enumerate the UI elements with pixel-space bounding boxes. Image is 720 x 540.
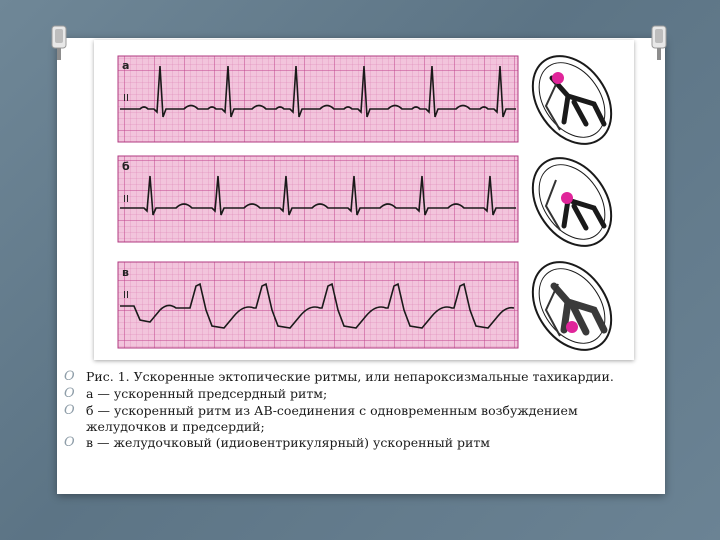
ecg-figure [94, 40, 634, 360]
bullet-icon: O [64, 435, 75, 451]
caption-text-b: б — ускоренный ритм из АВ-соединения с одновременным возбуждением желудочков и предсердий; [86, 402, 578, 435]
caption-item [64, 435, 644, 452]
pin-icon [646, 24, 672, 62]
focus-marker [566, 321, 578, 333]
ecg-strip-c [118, 262, 518, 348]
panel-letter: а [122, 59, 130, 72]
panel-letter: б [122, 160, 130, 173]
bullet-icon: O [64, 385, 75, 401]
caption-list [64, 369, 644, 452]
pin-icon [46, 24, 72, 62]
lead-label: II [123, 194, 129, 205]
ecg-panels [94, 40, 634, 360]
ecg-strip-b [118, 156, 518, 242]
lead-label: II [123, 290, 129, 301]
caption-item [64, 403, 644, 436]
lead-label: II [123, 93, 129, 104]
bullet-icon: O [64, 369, 75, 384]
heart-diagram-a [517, 41, 628, 159]
bullet-icon: O [64, 402, 75, 418]
caption-item [64, 386, 644, 403]
caption-text-c: в — желудочковый (идиовентрикулярный) ускоренный ритм [86, 435, 491, 451]
panel-letter: в [122, 266, 129, 279]
heart-diagram-c [517, 247, 628, 360]
ecg-strip-a [118, 56, 518, 142]
focus-marker [561, 192, 573, 204]
caption-item [64, 369, 644, 386]
focus-marker [552, 72, 564, 84]
caption-text-a: а — ускоренный предсердный ритм; [86, 385, 328, 401]
heart-diagram-b [517, 143, 628, 261]
caption-title: Рис. 1. Ускоренные эктопические ритмы, или непароксизмальные тахикардии. [86, 369, 614, 384]
